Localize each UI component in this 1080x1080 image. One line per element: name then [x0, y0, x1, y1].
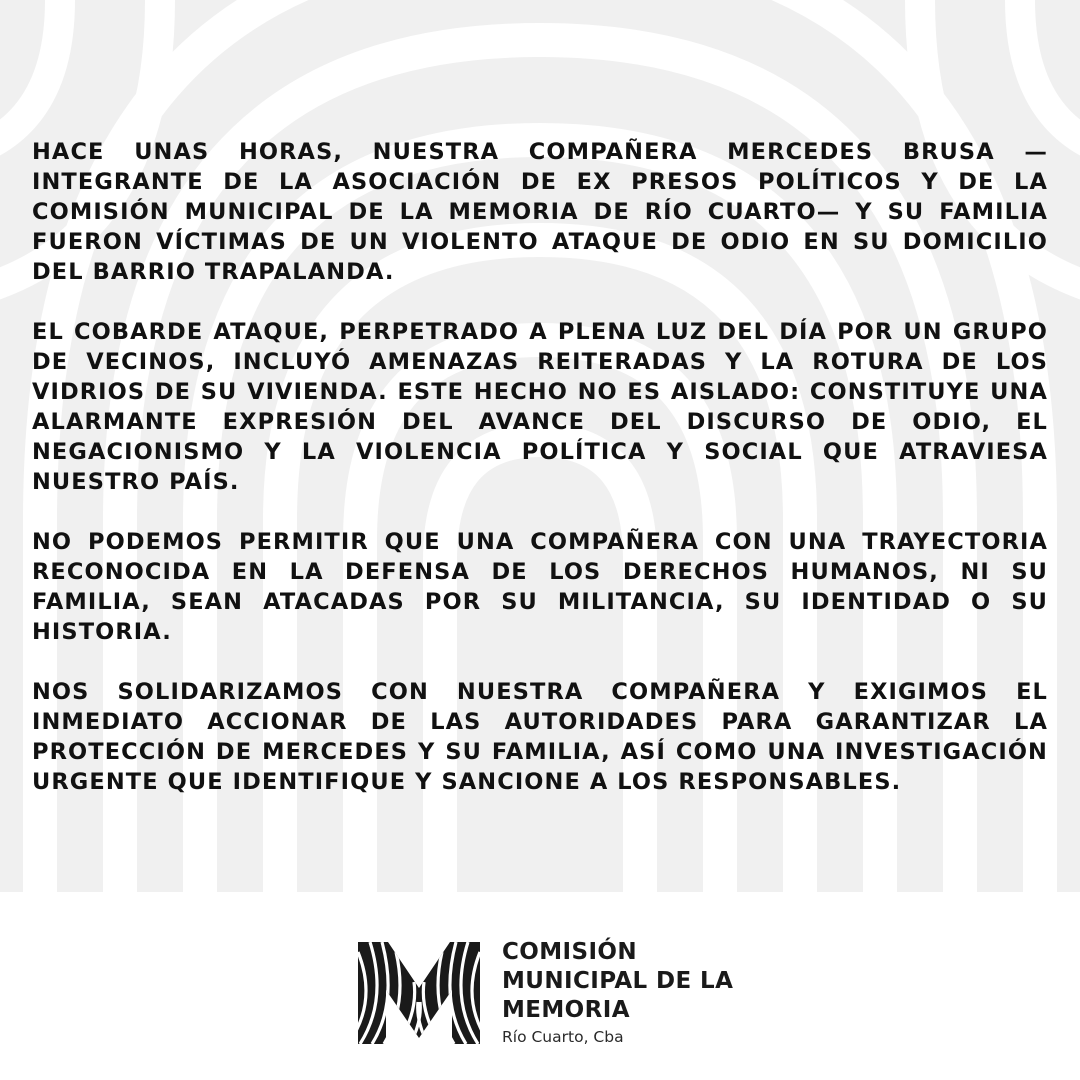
statement-paragraph-4: NOS SOLIDARIZAMOS CON NUESTRA COMPAÑERA Y EXIGIMOS EL INMEDIATO ACCIONAR DE LAS AUTORIDADES PARA GARANTIZAR LA PROTECCIÓN DE MERCEDES Y SU FAMILIA, ASÍ COMO UNA INVESTIGACIÓN URGENTE QUE IDENTIFIQUE Y SANCIONE A LOS RESPONSABLES. — [32, 679, 1048, 795]
organization-name-line-1: COMISIÓN — [502, 939, 638, 965]
organization-city: Río Cuarto, Cba — [502, 1028, 624, 1046]
statement-paragraph-3: NO PODEMOS PERMITIR QUE UNA COMPAÑERA CON UNA TRAYECTORIA RECONOCIDA EN LA DEFENSA DE LOS DERECHOS HUMANOS, NI SU FAMILIA, SEAN ATACADAS POR SU MILITANCIA, SU IDENTIDAD O SU HISTORIA. — [32, 529, 1048, 645]
organization-name-line-2: MUNICIPAL DE LA — [502, 968, 734, 994]
statement-body — [32, 137, 1048, 827]
statement-paragraph-2: EL COBARDE ATAQUE, PERPETRADO A PLENA LUZ DEL DÍA POR UN GRUPO DE VECINOS, INCLUYÓ AMENAZAS REITERADAS Y LA ROTURA DE LOS VIDRIOS DE SU VIVIENDA. ESTE HECHO NO ES AISLADO: CONSTITUYE UNA ALARMANTE EXPRESIÓN DEL AVANCE DEL DISCURSO DE ODIO, EL NEGACIONISMO Y LA VIOLENCIA POLÍTICA Y SOCIAL QUE ATRAVIESA NUESTRO PAÍS. — [32, 319, 1048, 495]
fingerprint-m-logo-icon — [358, 942, 480, 1044]
statement-paragraph-1: HACE UNAS HORAS, NUESTRA COMPAÑERA MERCEDES BRUSA —INTEGRANTE DE LA ASOCIACIÓN DE EX PRESOS POLÍTICOS Y DE LA COMISIÓN MUNICIPAL DE LA MEMORIA DE RÍO CUARTO— Y SU FAMILIA FUERON VÍCTIMAS DE UN VIOLENTO ATAQUE DE ODIO EN SU DOMICILIO DEL BARRIO TRAPALANDA. — [32, 139, 1048, 285]
organization-block — [502, 938, 802, 1048]
organization-name-line-3: MEMORIA — [502, 997, 630, 1023]
